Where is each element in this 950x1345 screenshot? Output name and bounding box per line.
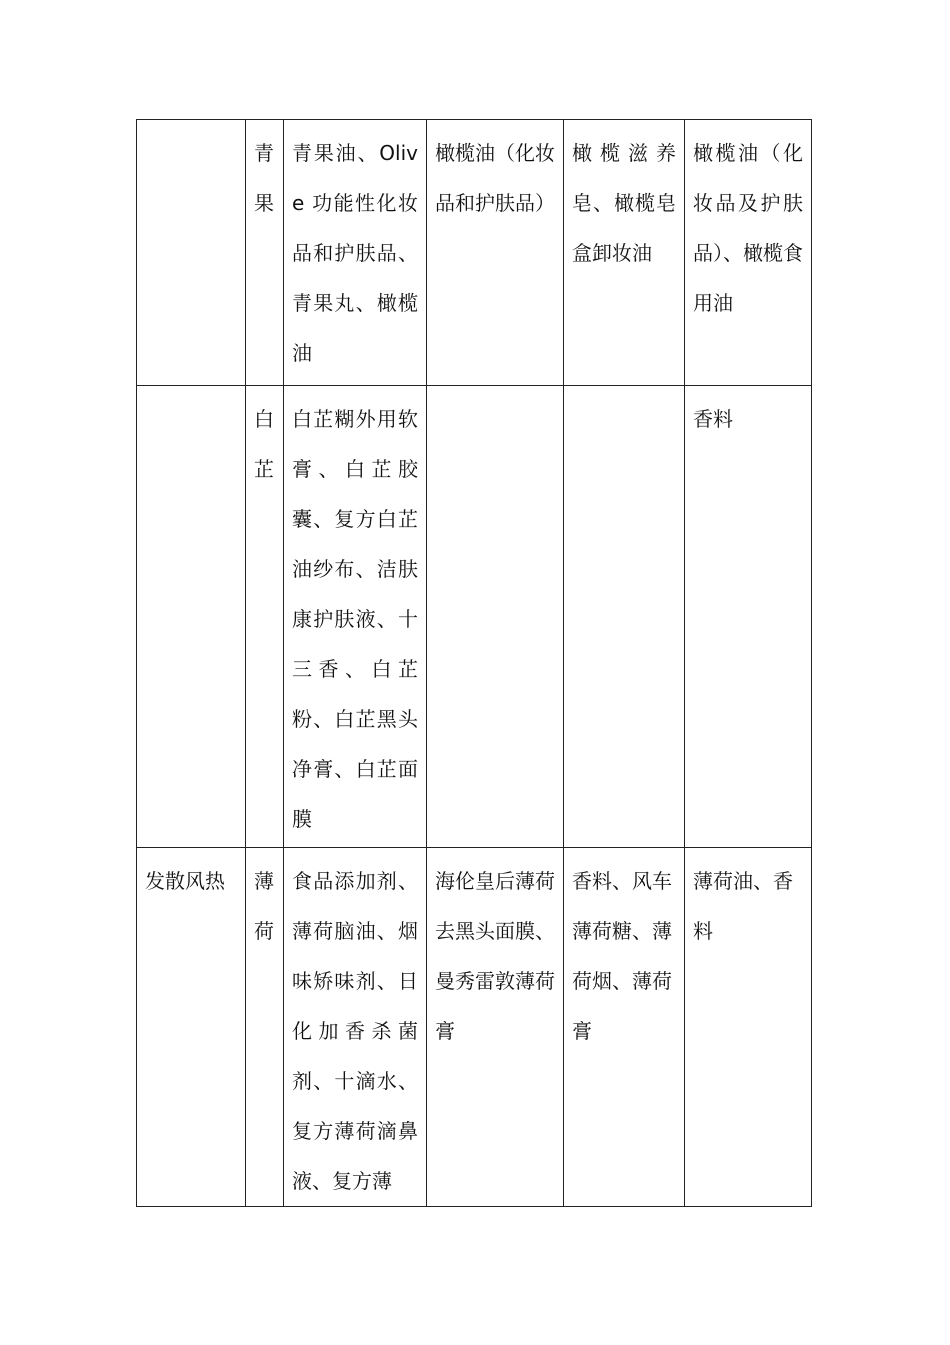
table-row [137, 386, 812, 848]
category-cell [137, 386, 246, 848]
cosmetics-products-cell [427, 386, 564, 848]
cosmetics-products-cell: 橄榄油（化妆品和护肤品） [427, 120, 564, 386]
table-row [137, 848, 812, 1207]
herb-name-cell: 白芷 [246, 386, 284, 848]
medicine-products-cell: 食品添加剂、薄荷脑油、烟味矫味剂、日化加香杀菌剂、十滴水、复方薄荷滴鼻液、复方薄 [284, 848, 427, 1207]
food-products-cell: 橄榄油（化妆品及护肤品）、橄榄食用油 [685, 120, 812, 386]
herb-name-cell: 青果 [246, 120, 284, 386]
daily-products-cell: 橄榄滋养皂、橄榄皂盒卸妆油 [564, 120, 685, 386]
cosmetics-products-cell: 海伦皇后薄荷去黑头面膜、曼秀雷敦薄荷膏 [427, 848, 564, 1207]
table-row [137, 120, 812, 386]
herb-products-table [136, 119, 812, 1207]
category-cell [137, 120, 246, 386]
daily-products-cell: 香料、风车薄荷糖、薄荷烟、薄荷膏 [564, 848, 685, 1207]
food-products-cell: 香料 [685, 386, 812, 848]
medicine-products-cell: 白芷糊外用软膏、白芷胶囊、复方白芷油纱布、洁肤康护肤液、十三香、白芷粉、白芷黑头净膏、白芷面膜 [284, 386, 427, 848]
category-cell: 发散风热 [137, 848, 246, 1207]
herb-name-cell: 薄荷 [246, 848, 284, 1207]
daily-products-cell [564, 386, 685, 848]
food-products-cell: 薄荷油、香料 [685, 848, 812, 1207]
medicine-products-cell: 青果油、Olive 功能性化妆品和护肤品、青果丸、橄榄油 [284, 120, 427, 386]
